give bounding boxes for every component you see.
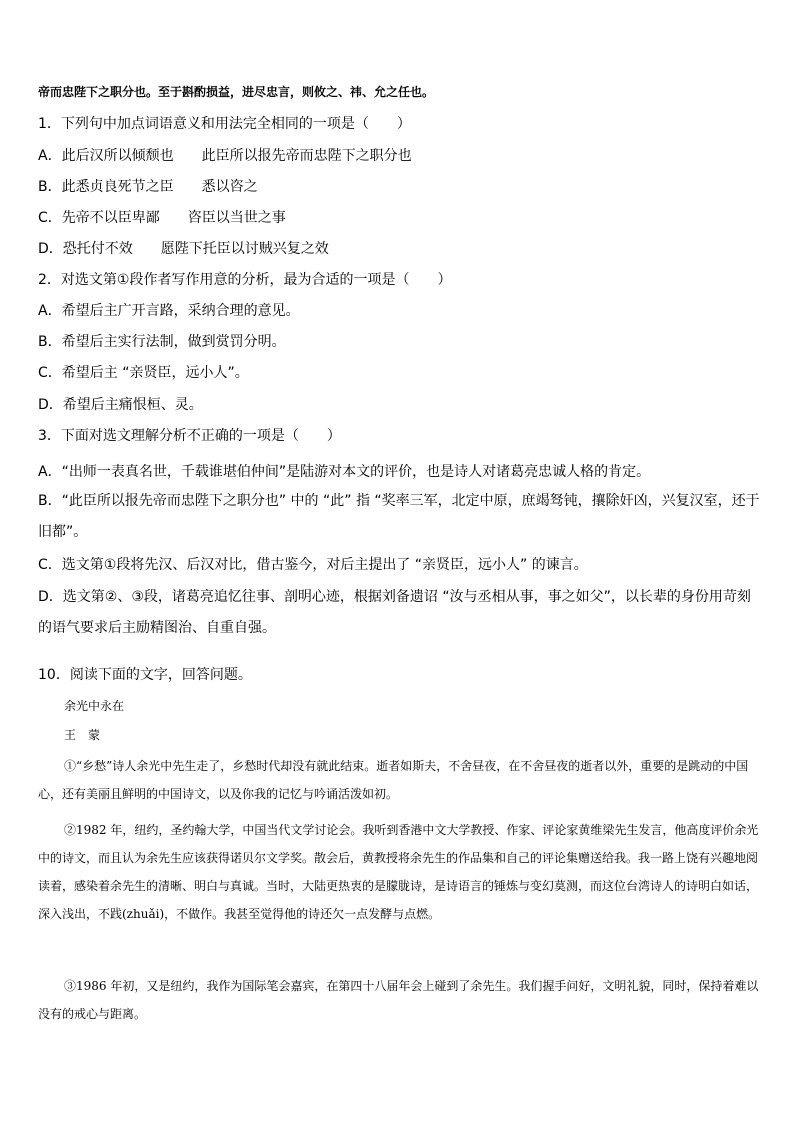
question-3-option-b: B．“此臣所以报先帝而忠陛下之职分也” 中的 “此” 指 “奖率三军，北定中原，庶竭驽钝，攘除奸凶，兴复汉室，还于旧都”。 <box>38 493 760 540</box>
option-d-second: 愿陛下托臣以讨贼兴复之效 <box>160 241 329 257</box>
option-a-first: A．此后汉所以倾颓也 <box>38 148 174 164</box>
question-1-option-c <box>38 208 286 228</box>
passage-fragment: 帝而忠陛下之职分也。至于斟酌损益，进尽忠言，则攸之、祎、允之任也。 <box>38 85 435 99</box>
question-2-option-b: B．希望后主实行法制，做到赏罚分明。 <box>38 334 286 350</box>
question-2-option-a: A．希望后主广开言路，采纳合理的意见。 <box>38 303 300 319</box>
question-2-option-d: D．希望后主痛恨桓、灵。 <box>38 397 203 413</box>
question-3-option-c: C．选文第①段将先汉、后汉对比，借古鉴今，对后主提出了 “亲贤臣，远小人” 的谏言。 <box>38 557 588 573</box>
article-paragraph-3: ③1986 年初，又是纽约，我作为国际笔会嘉宾，在第四十八届年会上碰到了余先生。我们握手问好，文明礼貌，同时，保持着难以没有的戒心与距离。 <box>38 979 759 1021</box>
question-3-stem: 3．下面对选文理解分析不正确的一项是（ ） <box>38 428 341 444</box>
article-paragraph-2: ②1982 年，纽约，圣约翰大学，中国当代文学讨论会。我听到香港中文大学教授、作家、评论家黄维梁先生发言，他高度评价余光中的诗文，而且认为余先生应该获得诺贝尔文学奖。散会后，黄教授将余先生的作品集和自己的评论集赠送给我。我一路上饶有兴趣地阅读着，感染着余先生的清晰、明白与真诚。当时，大陆更热衷的是朦胧诗，是诗语言的锤炼与变幻莫测，而这位台湾诗人的诗明白如话，深入浅出，不践(zhuǎi)，不做作。我甚至觉得他的诗还欠一点发酵与点燃。 <box>38 823 759 921</box>
question-2-stem: 2．对选文第①段作者写作用意的分析，最为合适的一项是（ ） <box>38 272 452 288</box>
option-c-first: C．先帝不以臣卑鄙 <box>38 210 160 226</box>
option-b-first: B．此悉贞良死节之臣 <box>38 179 174 195</box>
question-1-option-b <box>38 177 258 197</box>
question-3-option-d: D．选文第②、③段，诸葛亮追忆往事、剖明心迹，根据刘备遗诏 “汝与丞相从事，事之如父”，以长辈的身份用苛刻的语气要求后主励精图治、自重自强。 <box>38 589 751 636</box>
article-author: 王蒙 <box>64 728 113 742</box>
question-1-stem: 1．下列句中加点词语意义和用法完全相同的一项是（ ） <box>38 116 411 132</box>
option-a-second: 此臣所以报先帝而忠陛下之职分也 <box>201 148 412 164</box>
question-3-option-a: A．“出师一表真名世，千载谁堪伯仲间”是陆游对本文的评价，也是诗人对诸葛亮忠诚人格的肯定。 <box>38 464 651 480</box>
question-10-stem: 10．阅读下面的文字，回答问题。 <box>38 667 252 683</box>
question-1-option-d <box>38 239 329 259</box>
option-d-first: D．恐托付不效 <box>38 241 133 257</box>
question-2-option-c: C．希望后主 “亲贤臣，远小人”。 <box>38 365 249 381</box>
option-c-second: 咨臣以当世之事 <box>187 210 286 226</box>
article-paragraph-1: ①“乡愁”诗人余光中先生走了，乡愁时代却没有就此结束。逝者如斯夫，不舍昼夜，在不舍昼夜的逝者以外，重要的是跳动的中国心，还有美丽且鲜明的中国诗文，以及你我的记忆与吟诵活泼如初。 <box>38 759 749 801</box>
article-title: 余光中永在 <box>64 699 125 713</box>
option-b-second: 悉以咨之 <box>201 179 258 195</box>
question-1-option-a <box>38 146 412 166</box>
